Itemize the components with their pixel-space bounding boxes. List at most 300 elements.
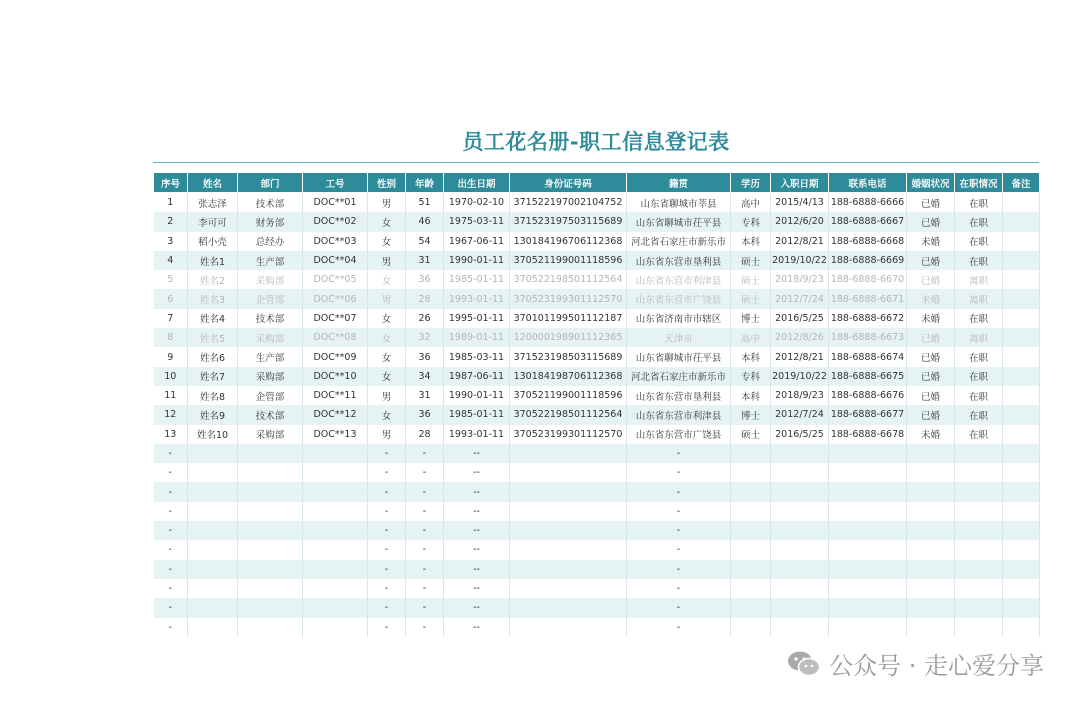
table-cell: --: [444, 521, 510, 540]
table-cell: -: [154, 521, 188, 540]
table-cell: 370101199501112187: [510, 309, 627, 328]
table-cell: [829, 444, 907, 463]
table-cell: 高中: [731, 328, 771, 347]
table-cell: [1003, 309, 1040, 328]
table-cell: [303, 598, 368, 617]
table-cell: [731, 598, 771, 617]
table-cell: -: [406, 560, 444, 579]
table-cell: -: [368, 560, 406, 579]
table-cell: 专科: [731, 212, 771, 231]
table-cell: 188-6888-6676: [829, 386, 907, 405]
table-header-row: [154, 173, 1040, 193]
table-cell: [1003, 405, 1040, 424]
table-cell: --: [444, 463, 510, 482]
table-cell: -: [368, 521, 406, 540]
table-cell: [829, 540, 907, 559]
table-cell: 未婚: [907, 289, 955, 308]
table-cell: 姓名7: [188, 367, 238, 386]
table-cell: [1003, 212, 1040, 231]
table-cell: 张志泽: [188, 193, 238, 213]
table-cell: 男: [368, 386, 406, 405]
table-cell: 11: [154, 386, 188, 405]
table-cell: 1989-01-11: [444, 328, 510, 347]
table-cell: --: [444, 444, 510, 463]
table-cell: 3: [154, 232, 188, 251]
table-cell: 已婚: [907, 328, 955, 347]
table-cell: [303, 521, 368, 540]
table-cell: 离职: [955, 289, 1003, 308]
table-cell: [1003, 540, 1040, 559]
table-cell: [510, 560, 627, 579]
table-cell: 在职: [955, 232, 1003, 251]
table-cell: 1993-01-11: [444, 289, 510, 308]
table-cell: 硕士: [731, 270, 771, 289]
table-cell: 姓名5: [188, 328, 238, 347]
table-body: [154, 193, 1040, 637]
table-cell: 企管部: [238, 289, 303, 308]
table-cell: 女: [368, 367, 406, 386]
table-cell: 2: [154, 212, 188, 231]
table-cell: [1003, 521, 1040, 540]
table-cell: 专科: [731, 367, 771, 386]
table-cell: [1003, 463, 1040, 482]
page-title: 员工花名册-职工信息登记表: [462, 130, 730, 154]
table-cell: 女: [368, 309, 406, 328]
table-row: [154, 251, 1040, 270]
table-cell: 1967-06-11: [444, 232, 510, 251]
table-cell: 已婚: [907, 347, 955, 366]
table-cell: 371523198503115689: [510, 347, 627, 366]
table-cell: -: [368, 540, 406, 559]
table-cell: --: [444, 598, 510, 617]
table-cell: 在职: [955, 367, 1003, 386]
table-cell: 采购部: [238, 425, 303, 444]
table-cell: -: [368, 618, 406, 637]
table-cell: 1985-01-11: [444, 270, 510, 289]
table-cell: 188-6888-6678: [829, 425, 907, 444]
table-cell: 姓名10: [188, 425, 238, 444]
table-cell: 2019/10/22: [771, 367, 829, 386]
table-row: [154, 347, 1040, 366]
column-header: 部门: [238, 173, 303, 193]
table-cell: [955, 521, 1003, 540]
table-cell: [238, 502, 303, 521]
table-row: [154, 270, 1040, 289]
table-cell: 技术部: [238, 193, 303, 213]
table-row: [154, 425, 1040, 444]
table-cell: 男: [368, 193, 406, 213]
table-cell: -: [627, 463, 731, 482]
table-cell: 2019/10/22: [771, 251, 829, 270]
table-cell: [238, 521, 303, 540]
table-cell: -: [627, 598, 731, 617]
table-cell: [829, 560, 907, 579]
table-cell: DOC**05: [303, 270, 368, 289]
table-cell: 山东省聊城市茌平县: [627, 212, 731, 231]
table-cell: 188-6888-6674: [829, 347, 907, 366]
table-cell: 130184198706112368: [510, 367, 627, 386]
table-cell: [907, 618, 955, 637]
table-row: [154, 386, 1040, 405]
table-cell: 130184196706112368: [510, 232, 627, 251]
table-cell: [829, 463, 907, 482]
table-cell: [829, 502, 907, 521]
table-cell: 生产部: [238, 347, 303, 366]
table-row: [154, 560, 1040, 579]
table-cell: [1003, 270, 1040, 289]
table-cell: -: [154, 579, 188, 598]
table-cell: [510, 502, 627, 521]
table-cell: [731, 540, 771, 559]
table-cell: [303, 579, 368, 598]
table-cell: 姓名2: [188, 270, 238, 289]
table-cell: 姓名6: [188, 347, 238, 366]
table-cell: DOC**06: [303, 289, 368, 308]
table-cell: [1003, 482, 1040, 501]
table-cell: 188-6888-6667: [829, 212, 907, 231]
employee-table: [153, 172, 1040, 637]
table-cell: DOC**09: [303, 347, 368, 366]
table-cell: 188-6888-6673: [829, 328, 907, 347]
table-cell: -: [406, 463, 444, 482]
table-cell: 男: [368, 251, 406, 270]
table-cell: -: [154, 463, 188, 482]
table-cell: [829, 618, 907, 637]
table-cell: 姓名1: [188, 251, 238, 270]
table-cell: 本科: [731, 232, 771, 251]
table-cell: 已婚: [907, 367, 955, 386]
table-cell: [955, 502, 1003, 521]
column-header: 姓名: [188, 173, 238, 193]
table-cell: 31: [406, 386, 444, 405]
table-cell: [907, 521, 955, 540]
table-cell: [771, 463, 829, 482]
table-cell: 已婚: [907, 251, 955, 270]
table-cell: -: [406, 521, 444, 540]
table-cell: -: [627, 502, 731, 521]
table-cell: [188, 521, 238, 540]
table-cell: [510, 598, 627, 617]
table-row: [154, 618, 1040, 637]
table-row: [154, 309, 1040, 328]
table-cell: [731, 618, 771, 637]
table-cell: [510, 579, 627, 598]
table-cell: 188-6888-6677: [829, 405, 907, 424]
table-row: [154, 482, 1040, 501]
table-cell: [731, 463, 771, 482]
table-cell: --: [444, 618, 510, 637]
table-cell: 188-6888-6668: [829, 232, 907, 251]
table-cell: 女: [368, 270, 406, 289]
table-cell: [955, 463, 1003, 482]
table-cell: -: [627, 560, 731, 579]
table-cell: [510, 444, 627, 463]
table-cell: [771, 502, 829, 521]
table-cell: [955, 560, 1003, 579]
table-cell: DOC**10: [303, 367, 368, 386]
table-cell: -: [368, 598, 406, 617]
table-cell: 36: [406, 270, 444, 289]
table-cell: [1003, 347, 1040, 366]
table-cell: [1003, 598, 1040, 617]
title-divider: [153, 162, 1039, 163]
table-cell: [771, 618, 829, 637]
table-cell: 2012/7/24: [771, 289, 829, 308]
table-cell: 370523199301112570: [510, 289, 627, 308]
table-cell: [907, 463, 955, 482]
table-cell: [1003, 193, 1040, 213]
table-cell: 36: [406, 347, 444, 366]
table-cell: [1003, 386, 1040, 405]
table-cell: [188, 502, 238, 521]
table-cell: 188-6888-6671: [829, 289, 907, 308]
table-cell: 2016/5/25: [771, 425, 829, 444]
table-cell: 硕士: [731, 251, 771, 270]
table-cell: -: [406, 618, 444, 637]
table-cell: [731, 521, 771, 540]
table-cell: [303, 540, 368, 559]
table-cell: 技术部: [238, 309, 303, 328]
table-cell: [829, 521, 907, 540]
table-cell: -: [627, 579, 731, 598]
table-cell: [238, 560, 303, 579]
table-cell: 山东省聊城市莘县: [627, 193, 731, 213]
table-cell: -: [368, 463, 406, 482]
table-cell: 生产部: [238, 251, 303, 270]
table-cell: DOC**07: [303, 309, 368, 328]
table-row: [154, 232, 1040, 251]
table-cell: [303, 618, 368, 637]
table-cell: [907, 579, 955, 598]
table-cell: DOC**04: [303, 251, 368, 270]
table-cell: 已婚: [907, 270, 955, 289]
table-cell: 在职: [955, 386, 1003, 405]
table-cell: [238, 540, 303, 559]
table-row: [154, 289, 1040, 308]
table-cell: 河北省石家庄市新乐市: [627, 367, 731, 386]
table-cell: [731, 560, 771, 579]
table-cell: 2018/9/23: [771, 386, 829, 405]
table-cell: -: [154, 540, 188, 559]
table-cell: [1003, 251, 1040, 270]
table-cell: 2012/8/26: [771, 328, 829, 347]
table-cell: -: [627, 521, 731, 540]
table-cell: 370522198501112564: [510, 405, 627, 424]
table-cell: -: [627, 540, 731, 559]
table-cell: [731, 579, 771, 598]
table-cell: 7: [154, 309, 188, 328]
table-cell: [907, 444, 955, 463]
table-cell: 34: [406, 367, 444, 386]
table-cell: [955, 444, 1003, 463]
table-cell: 26: [406, 309, 444, 328]
table-cell: -: [368, 444, 406, 463]
table-cell: 采购部: [238, 270, 303, 289]
table-cell: 博士: [731, 309, 771, 328]
table-cell: 在职: [955, 309, 1003, 328]
table-cell: 李可可: [188, 212, 238, 231]
table-cell: 山东省东营市利津县: [627, 405, 731, 424]
table-cell: 已婚: [907, 405, 955, 424]
table-cell: 姓名8: [188, 386, 238, 405]
column-header: 性别: [368, 173, 406, 193]
table-cell: [907, 598, 955, 617]
table-cell: [771, 560, 829, 579]
table-cell: 188-6888-6675: [829, 367, 907, 386]
table-cell: [510, 482, 627, 501]
table-cell: [188, 598, 238, 617]
table-cell: 54: [406, 232, 444, 251]
table-cell: 5: [154, 270, 188, 289]
table-cell: 2016/5/25: [771, 309, 829, 328]
table-cell: [303, 444, 368, 463]
table-cell: [731, 444, 771, 463]
table-cell: 山东省东营市利津县: [627, 270, 731, 289]
table-cell: 1990-01-11: [444, 251, 510, 270]
column-header: 年龄: [406, 173, 444, 193]
table-cell: [1003, 425, 1040, 444]
table-cell: DOC**12: [303, 405, 368, 424]
table-cell: [955, 540, 1003, 559]
column-header: 婚姻状况: [907, 173, 955, 193]
table-cell: 1995-01-11: [444, 309, 510, 328]
table-cell: 总经办: [238, 232, 303, 251]
table-cell: -: [368, 579, 406, 598]
table-cell: -: [154, 618, 188, 637]
table-cell: [510, 463, 627, 482]
table-row: [154, 328, 1040, 347]
watermark: [787, 646, 1044, 681]
table-cell: 370523199301112570: [510, 425, 627, 444]
table-cell: -: [154, 560, 188, 579]
table-cell: -: [154, 482, 188, 501]
table-cell: 2012/8/21: [771, 347, 829, 366]
table-cell: [188, 463, 238, 482]
table-cell: [771, 579, 829, 598]
table-cell: [238, 463, 303, 482]
table-cell: [188, 540, 238, 559]
table-cell: 男: [368, 289, 406, 308]
column-header: 在职情况: [955, 173, 1003, 193]
table-cell: -: [154, 502, 188, 521]
table-cell: --: [444, 560, 510, 579]
table-cell: 1970-02-10: [444, 193, 510, 213]
table-cell: 财务部: [238, 212, 303, 231]
table-cell: --: [444, 579, 510, 598]
table-cell: DOC**01: [303, 193, 368, 213]
table-cell: [238, 579, 303, 598]
column-header: 籍贯: [627, 173, 731, 193]
table-cell: 采购部: [238, 367, 303, 386]
table-cell: 姓名9: [188, 405, 238, 424]
table-cell: 本科: [731, 386, 771, 405]
table-cell: 28: [406, 425, 444, 444]
table-cell: --: [444, 540, 510, 559]
table-cell: [510, 618, 627, 637]
table-cell: [238, 482, 303, 501]
table-cell: 天津市: [627, 328, 731, 347]
table-row: [154, 579, 1040, 598]
table-cell: [907, 502, 955, 521]
wechat-icon: [787, 650, 821, 678]
table-cell: 1987-06-11: [444, 367, 510, 386]
table-cell: -: [627, 618, 731, 637]
table-cell: 46: [406, 212, 444, 231]
table-cell: DOC**08: [303, 328, 368, 347]
table-row: [154, 367, 1040, 386]
table-cell: 已婚: [907, 386, 955, 405]
table-cell: 女: [368, 212, 406, 231]
table-cell: -: [406, 482, 444, 501]
table-cell: [188, 618, 238, 637]
table-cell: -: [154, 444, 188, 463]
table-cell: 高中: [731, 193, 771, 213]
table-cell: [510, 521, 627, 540]
column-header: 工号: [303, 173, 368, 193]
table-cell: 姓名4: [188, 309, 238, 328]
table-cell: -: [368, 482, 406, 501]
table-cell: 8: [154, 328, 188, 347]
table-cell: [188, 579, 238, 598]
table-cell: 离职: [955, 328, 1003, 347]
table-cell: [829, 598, 907, 617]
table-cell: -: [406, 502, 444, 521]
table-cell: 技术部: [238, 405, 303, 424]
table-cell: 31: [406, 251, 444, 270]
table-cell: 120000198901112365: [510, 328, 627, 347]
watermark-text: 公众号 · 走心爱分享: [829, 652, 1044, 680]
table-cell: [907, 560, 955, 579]
table-cell: -: [154, 598, 188, 617]
table-cell: 28: [406, 289, 444, 308]
table-cell: -: [406, 598, 444, 617]
table-cell: 山东省东营市垦利县: [627, 386, 731, 405]
table-cell: 离职: [955, 270, 1003, 289]
table-cell: [1003, 579, 1040, 598]
table-cell: [829, 579, 907, 598]
table-cell: 370522198501112564: [510, 270, 627, 289]
table-cell: [303, 560, 368, 579]
table-cell: -: [406, 579, 444, 598]
table-cell: [955, 482, 1003, 501]
table-cell: 在职: [955, 347, 1003, 366]
table-cell: 山东省东营市广饶县: [627, 289, 731, 308]
column-header: 学历: [731, 173, 771, 193]
table-cell: 女: [368, 405, 406, 424]
column-header: 身份证号码: [510, 173, 627, 193]
table-row: [154, 193, 1040, 213]
table-cell: [771, 540, 829, 559]
table-cell: [303, 463, 368, 482]
table-cell: [303, 482, 368, 501]
column-header: 联系电话: [829, 173, 907, 193]
table-cell: 1993-01-11: [444, 425, 510, 444]
table-cell: 在职: [955, 251, 1003, 270]
table-cell: [510, 540, 627, 559]
table-cell: 本科: [731, 347, 771, 366]
table-cell: [907, 540, 955, 559]
table-cell: [771, 598, 829, 617]
table-cell: 188-6888-6666: [829, 193, 907, 213]
table-cell: 未婚: [907, 232, 955, 251]
table-row: [154, 212, 1040, 231]
table-cell: [1003, 367, 1040, 386]
table-cell: 9: [154, 347, 188, 366]
table-cell: 山东省聊城市茌平县: [627, 347, 731, 366]
table-cell: [829, 482, 907, 501]
table-cell: 企管部: [238, 386, 303, 405]
table-cell: 1975-03-11: [444, 212, 510, 231]
